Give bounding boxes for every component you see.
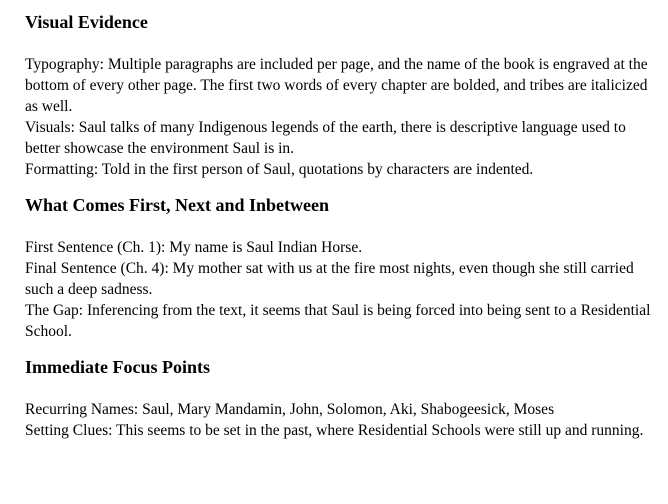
typography-paragraph: Typography: Multiple paragraphs are included per page, and the name of the book is engraved at the bottom of every other page. The first two words of every chapter are bolded, and tribes are italicized as well. [25,56,648,115]
the-gap-paragraph: The Gap: Inferencing from the text, it seems that Saul is being forced into being sent to a Residential School. [25,302,651,340]
setting-clues-paragraph: Setting Clues: This seems to be set in the past, where Residential Schools were still up and running. [25,422,644,439]
formatting-paragraph: Formatting: Told in the first person of Saul, quotations by characters are indented. [25,161,534,178]
recurring-names-paragraph: Recurring Names: Saul, Mary Mandamin, John, Solomon, Aki, Shabogeesick, Moses [25,401,555,418]
section-body [25,399,657,441]
visuals-paragraph: Visuals: Saul talks of many Indigenous legends of the earth, there is descriptive language used to better showcase the environment Saul is in. [25,119,626,157]
first-sentence-paragraph: First Sentence (Ch. 1): My name is Saul Indian Horse. [25,239,363,256]
section-immediate-focus-points [25,355,657,441]
section-what-comes-first [25,193,657,342]
section-heading: What Comes First, Next and Inbetween [25,195,329,215]
section-heading: Visual Evidence [25,12,148,32]
section-visual-evidence [25,10,657,180]
document [25,10,657,454]
final-sentence-paragraph: Final Sentence (Ch. 4): My mother sat with us at the fire most nights, even though she still carried such a deep sadness. [25,260,634,298]
section-body [25,54,657,180]
section-body [25,237,657,342]
section-heading: Immediate Focus Points [25,357,210,377]
